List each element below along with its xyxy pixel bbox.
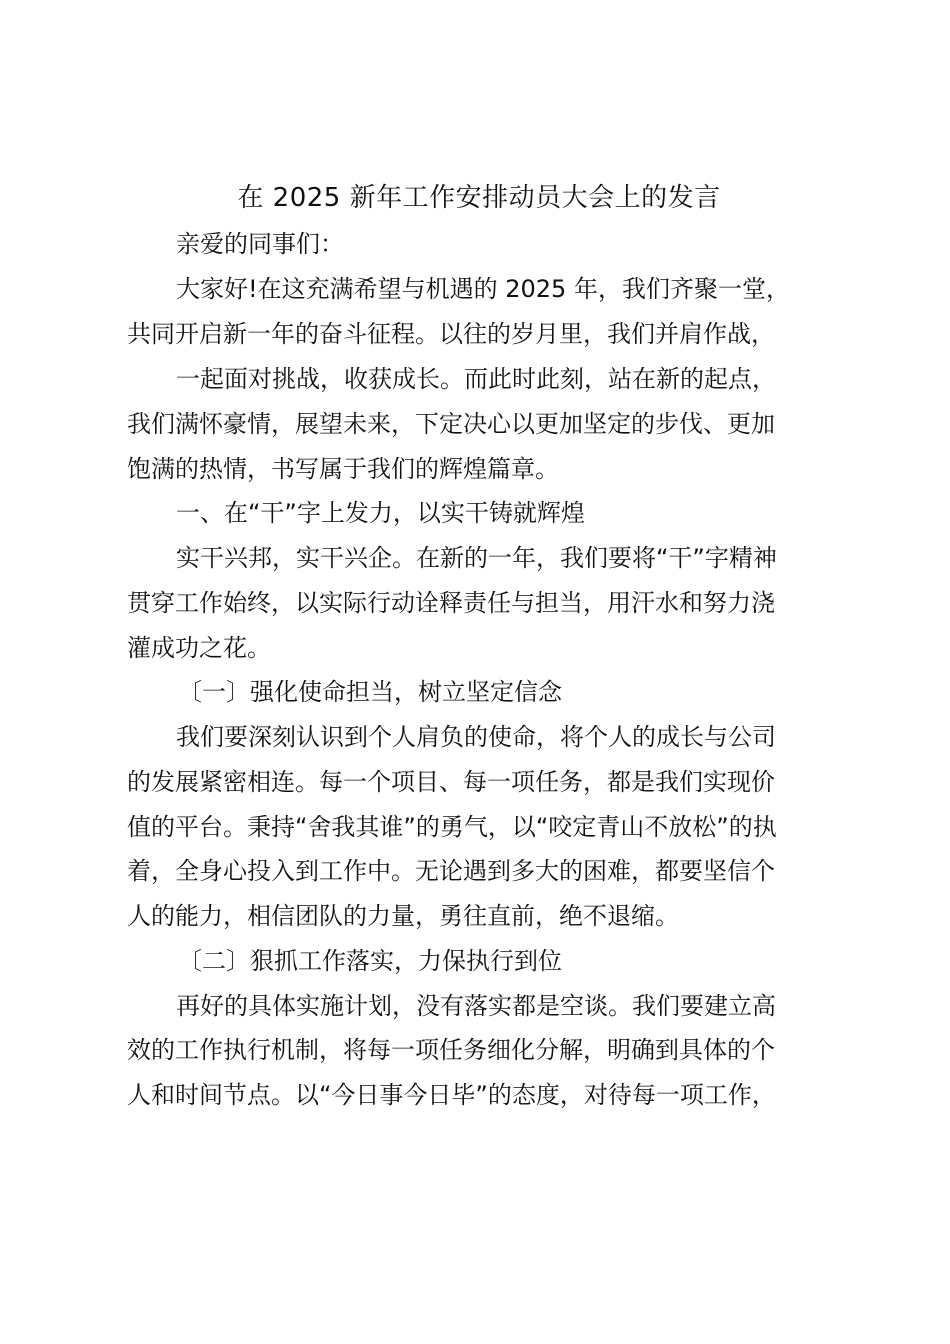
- paragraph-line: 值的平台。秉持“舍我其谁”的勇气，以“咬定青山不放松”的执: [127, 813, 777, 841]
- paragraph-line: 一起面对挑战，收获成长。而此时此刻，站在新的起点，: [176, 365, 776, 393]
- paragraph-line: 我们满怀豪情，展望未来，下定决心以更加坚定的步伐、更加: [127, 410, 775, 438]
- paragraph-line: 人的能力，相信团队的力量，勇往直前，绝不退缩。: [127, 902, 679, 930]
- paragraph-line: 着，全身心投入到工作中。无论遇到多大的困难，都要坚信个: [127, 857, 775, 885]
- paragraph-line: 再好的具体实施计划，没有落实都是空谈。我们要建立高: [176, 992, 776, 1020]
- paragraph-line: 饱满的热情，书写属于我们的辉煌篇章。: [127, 455, 559, 483]
- paragraph-line: 效的工作执行机制，将每一项任务细化分解，明确到具体的个: [127, 1036, 775, 1064]
- paragraph-line: 灌成功之花。: [127, 634, 271, 662]
- paragraph-line: 贯穿工作始终，以实际行动诠释责任与担当，用汗水和努力浇: [127, 589, 775, 617]
- paragraph-line: 共同开启新一年的奋斗征程。以往的岁月里，我们并肩作战，: [127, 320, 775, 348]
- paragraph-line: 我们要深刻认识到个人肩负的使命，将个人的成长与公司: [176, 723, 776, 751]
- document-title: 在 2025 新年工作安排动员大会上的发言: [237, 183, 721, 213]
- paragraph-line: 实干兴邦，实干兴企。在新的一年，我们要将“干”字精神: [176, 544, 777, 572]
- subsection-heading: 〔一〕强化使命担当，树立坚定信念: [178, 678, 562, 706]
- salutation: 亲爱的同事们：: [176, 230, 344, 258]
- paragraph-line: 人和时间节点。以“今日事今日毕”的态度，对待每一项工作，: [127, 1081, 776, 1109]
- paragraph-line: 的发展紧密相连。每一个项目、每一项任务，都是我们实现价: [127, 768, 775, 796]
- section-heading: 一、在“干”字上发力，以实干铸就辉煌: [176, 499, 585, 527]
- subsection-heading: 〔二〕狠抓工作落实，力保执行到位: [178, 947, 562, 975]
- paragraph-line: 大家好!在这充满希望与机遇的 2025 年，我们齐聚一堂，: [176, 275, 790, 303]
